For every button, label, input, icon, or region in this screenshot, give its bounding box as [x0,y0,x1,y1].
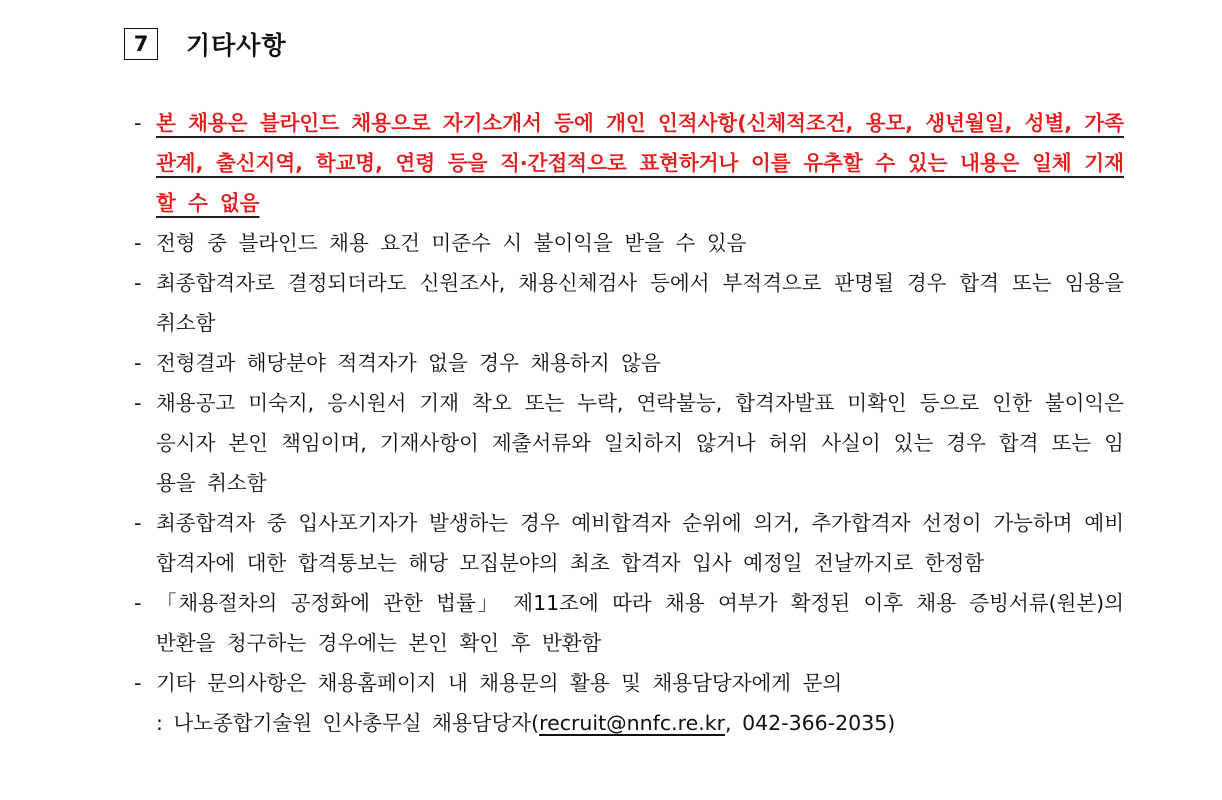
list-dash: - [134,271,142,295]
list-item-blind-hiring-notice [134,103,1124,223]
list-item-text: 「채용절차의 공정화에 관한 법률」 제11조에 따라 채용 여부가 확정된 이후 채용 증빙서류(원본)의 반환을 청구하는 경우에는 본인 확인 후 반환함 [156,591,1124,655]
list-dash: - [134,391,142,415]
list-dash: - [134,671,142,695]
contact-prefix: : 나노종합기술원 인사총무실 채용담당자( [156,711,540,735]
list-item [134,383,1124,503]
contact-line [134,703,1124,743]
list-item [134,263,1124,343]
list-item-text: 최종합격자 중 입사포기자가 발생하는 경우 예비합격자 순위에 의거, 추가합격자 선정이 가능하며 예비합격자에 대한 합격통보는 해당 모집분야의 최초 합격자 입사 예정일 전날까지로 한정함 [156,511,1124,575]
list-dash: - [134,231,142,255]
section-title: 기타사항 [186,31,287,60]
section-number-box: 7 [124,28,158,60]
list-item-text: 최종합격자로 결정되더라도 신원조사, 채용신체검사 등에서 부적격으로 판명될 경우 합격 또는 임용을 취소함 [156,271,1124,335]
list-item [134,223,1124,263]
contact-email-link[interactable]: recruit@nnfc.re.kr [539,711,726,735]
contact-suffix: , 042-366-2035) [725,711,896,735]
list-item [134,663,1124,703]
list-dash: - [134,511,142,535]
list-item-text: 본 채용은 블라인드 채용으로 자기소개서 등에 개인 인적사항(신체적조건, 용모, 생년월일, 성별, 가족관계, 출신지역, 학교명, 연령 등을 직·간접적으로 표현하거나 이를 유추할 수 있는 내용은 일체 기재할 수 없음 [156,111,1124,215]
list-dash: - [134,591,142,615]
list-item-text: 기타 문의사항은 채용홈페이지 내 채용문의 활용 및 채용담당자에게 문의 [156,671,843,695]
section-heading [124,24,287,64]
notice-list [134,103,1124,743]
list-item-text: 채용공고 미숙지, 응시원서 기재 착오 또는 누락, 연락불능, 합격자발표 미확인 등으로 인한 불이익은 응시자 본인 책임이며, 기재사항이 제출서류와 일치하지 않거나 허위 사실이 있는 경우 합격 또는 임용을 취소함 [156,391,1124,495]
list-item [134,343,1124,383]
list-item [134,583,1124,663]
list-dash: - [134,111,142,135]
list-dash: - [134,351,142,375]
list-item [134,503,1124,583]
list-item-text: 전형결과 해당분야 적격자가 없을 경우 채용하지 않음 [156,351,661,375]
list-item-text: 전형 중 블라인드 채용 요건 미준수 시 불이익을 받을 수 있음 [156,231,747,255]
